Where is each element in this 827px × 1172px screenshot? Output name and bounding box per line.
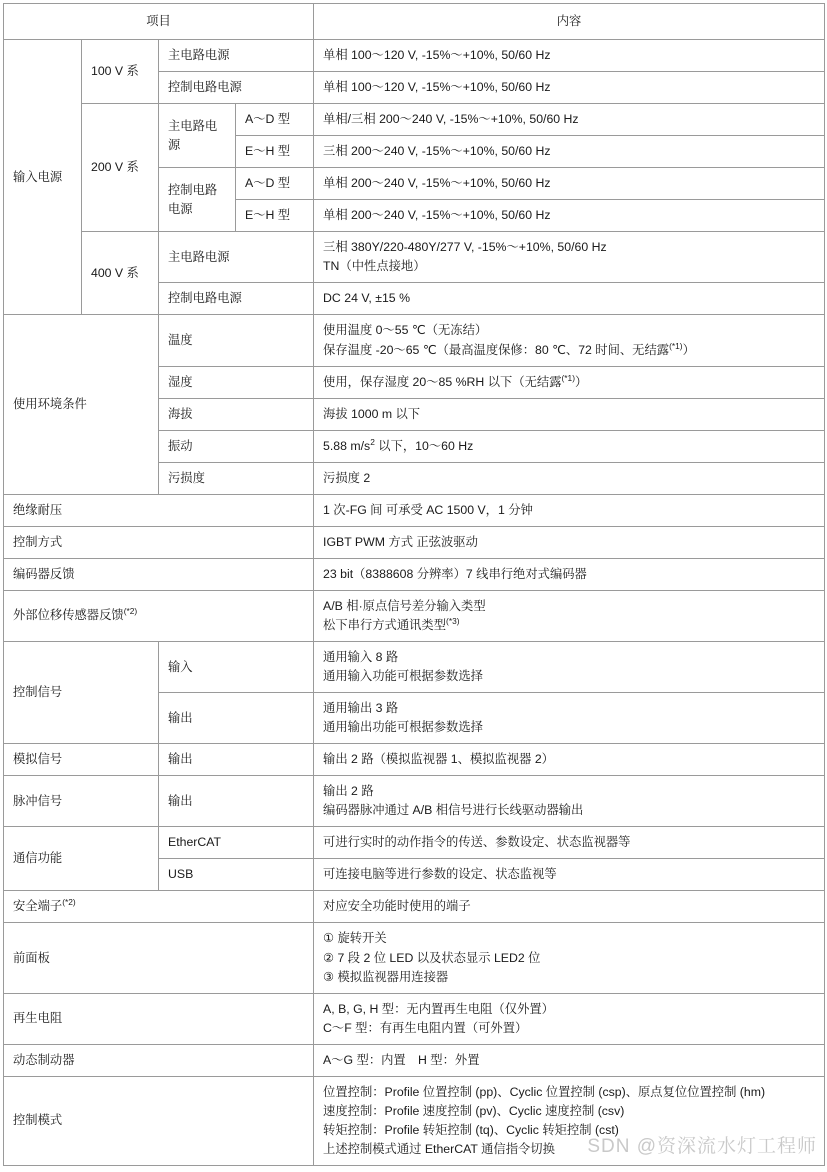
row-value-dynamic-brake: A～G 型：内置 H 型：外置: [314, 1044, 825, 1076]
row-value-200v-main-ad: 单相/三相 200～240 V, -15%～+10%, 50/60 Hz: [314, 104, 825, 136]
row-value-communication-ethercat: 可进行实时的动作指令的传送、参数设定、状态监视器等: [314, 827, 825, 859]
value-line: 使用温度 0～55 ℃（无冻结）: [323, 323, 488, 338]
row-label-200v-main-ad-type: A～D 型: [236, 104, 314, 136]
table-row: [4, 315, 825, 366]
row-label-encoder-feedback: 编码器反馈: [4, 558, 314, 590]
row-label-analog-signal-output: 输出: [159, 744, 314, 776]
value-text: 使用，保存湿度 20～85 %RH 以下（无结露: [323, 374, 562, 389]
row-label-control-method: 控制方式: [4, 526, 314, 558]
row-value-control-mode: [314, 1076, 825, 1165]
row-label-control-signal: 控制信号: [4, 641, 159, 743]
row-label-analog-signal: 模拟信号: [4, 744, 159, 776]
row-value-400v-main-circuit: [314, 232, 825, 283]
row-label-100v-control-circuit: 控制电路电源: [159, 72, 314, 104]
row-value-100v-main-circuit: 单相 100～120 V, -15%～+10%, 50/60 Hz: [314, 40, 825, 72]
table-row: [4, 776, 825, 827]
table-row: [4, 40, 825, 72]
row-value-analog-signal-output: 输出 2 路（模拟监视器 1、模拟监视器 2）: [314, 744, 825, 776]
value-line: ② 7 段 2 位 LED 以及状态显示 LED2 位: [323, 950, 541, 965]
row-label-pulse-signal-output: 输出: [159, 776, 314, 827]
row-label-400v: 400 V 系: [82, 232, 159, 315]
footnote-marker: (*1): [669, 340, 683, 351]
watermark: SDN @资深流水灯工程师: [587, 1135, 817, 1157]
table-row: [4, 1044, 825, 1076]
row-value-200v-control-ad: 单相 200～240 V, -15%～+10%, 50/60 Hz: [314, 168, 825, 200]
value-line: 通用输入 8 路: [323, 649, 399, 664]
row-label-200v-main-circuit: 主电路电源: [159, 104, 236, 168]
value-text: ）: [575, 374, 588, 389]
row-value-200v-main-eh: 三相 200～240 V, -15%～+10%, 50/60 Hz: [314, 136, 825, 168]
footnote-marker: (*2): [123, 606, 138, 617]
row-label-humidity: 湿度: [159, 366, 314, 398]
row-value-pulse-signal-output: [314, 776, 825, 827]
row-label-400v-main-circuit: 主电路电源: [159, 232, 314, 283]
value-text: 5.88 m/s: [323, 438, 371, 453]
row-label-dynamic-brake: 动态制动器: [4, 1044, 314, 1076]
row-label-200v-control-circuit: 控制电路电源: [159, 168, 236, 232]
row-value-humidity: [314, 366, 825, 398]
header-item: 项目: [4, 4, 314, 40]
row-label-200v: 200 V 系: [82, 104, 159, 232]
table-row: [4, 526, 825, 558]
label-text: 外部位移传感器反馈: [13, 608, 124, 623]
footnote-marker: (*3): [446, 615, 460, 626]
table-row: [4, 744, 825, 776]
table-row: [4, 827, 825, 859]
row-label-safety-terminal: [4, 891, 314, 923]
row-value-safety-terminal: 对应安全功能时使用的端子: [314, 891, 825, 923]
row-value-control-signal-output: [314, 693, 825, 744]
row-label-vibration: 振动: [159, 430, 314, 462]
row-label-pulse-signal: 脉冲信号: [4, 776, 159, 827]
value-text: 保存温度 -20～65 ℃（最高温度保修：80 ℃、72 时间、无结露: [323, 342, 670, 357]
row-label-environment: 使用环境条件: [4, 315, 159, 494]
row-value-vibration: [314, 430, 825, 462]
row-label-100v-main-circuit: 主电路电源: [159, 40, 314, 72]
table-row: [4, 104, 825, 136]
row-label-200v-control-eh-type: E～H 型: [236, 200, 314, 232]
row-value-control-signal-input: [314, 641, 825, 692]
value-line: 输出 2 路: [323, 784, 374, 799]
value-line: 通用输出功能可根据参数选择: [323, 720, 483, 735]
value-text: 松下串行方式通讯类型: [323, 617, 447, 632]
row-label-200v-main-eh-type: E～H 型: [236, 136, 314, 168]
row-value-pollution-degree: 污损度 2: [314, 462, 825, 494]
row-label-control-signal-input: 输入: [159, 641, 314, 692]
value-line: 三相 380Y/220-480Y/277 V, -15%～+10%, 50/60 Hz: [323, 240, 607, 255]
value-line: 上述控制模式通过 EtherCAT 通信指令切换: [323, 1141, 555, 1156]
value-line: [323, 341, 816, 360]
value-text: ）: [682, 342, 695, 357]
table-row: [4, 923, 825, 993]
value-line: 转矩控制：Profile 转矩控制 (tq)、Cyclic 转矩控制 (cst): [323, 1122, 619, 1137]
table-row: [4, 891, 825, 923]
row-label-temperature: 温度: [159, 315, 314, 366]
row-value-insulation: 1 次-FG 间 可承受 AC 1500 V，1 分钟: [314, 494, 825, 526]
row-value-temperature: [314, 315, 825, 366]
value-line: C～F 型：有再生电阻内置（可外置）: [323, 1020, 528, 1035]
header-content: 内容: [314, 4, 825, 40]
row-value-100v-control-circuit: 单相 100～120 V, -15%～+10%, 50/60 Hz: [314, 72, 825, 104]
row-label-front-panel: 前面板: [4, 923, 314, 993]
row-label-insulation: 绝缘耐压: [4, 494, 314, 526]
table-row: [4, 1076, 825, 1165]
value-line: A, B, G, H 型：无内置再生电阻（仅外置）: [323, 1001, 554, 1016]
row-value-altitude: 海拔 1000 m 以下: [314, 398, 825, 430]
row-value-encoder-feedback: 23 bit（8388608 分辨率）7 线串行绝对式编码器: [314, 558, 825, 590]
row-label-external-sensor-feedback: [4, 590, 314, 641]
row-label-communication-usb: USB: [159, 859, 314, 891]
row-label-altitude: 海拔: [159, 398, 314, 430]
row-value-communication-usb: 可连接电脑等进行参数的设定、状态监视等: [314, 859, 825, 891]
table-row: [4, 590, 825, 641]
row-label-input-power: 输入电源: [4, 40, 82, 315]
value-line: 位置控制：Profile 位置控制 (pp)、Cyclic 位置控制 (csp)、原点复位位置控制 (hm): [323, 1084, 766, 1099]
value-line: TN（中性点接地）: [323, 259, 426, 274]
row-value-control-method: IGBT PWM 方式 正弦波驱动: [314, 526, 825, 558]
value-line: 通用输出 3 路: [323, 701, 399, 716]
row-value-front-panel: [314, 923, 825, 993]
table-header-row: [4, 4, 825, 40]
value-text: 以下，10～60 Hz: [374, 438, 474, 453]
row-label-control-mode: 控制模式: [4, 1076, 314, 1165]
table-row: [4, 558, 825, 590]
row-value-200v-control-eh: 单相 200～240 V, -15%～+10%, 50/60 Hz: [314, 200, 825, 232]
row-label-communication-ethercat: EtherCAT: [159, 827, 314, 859]
label-text: 安全端子: [13, 899, 63, 914]
value-line: A/B 相·原点信号差分输入类型: [323, 598, 486, 613]
row-label-regenerative-resistor: 再生电阻: [4, 993, 314, 1044]
value-line: [323, 616, 816, 635]
superscript-exponent: 2: [370, 436, 375, 447]
row-label-100v: 100 V 系: [82, 40, 159, 104]
table-row: [4, 641, 825, 692]
value-line: ① 旋转开关: [323, 931, 387, 946]
value-line: ③ 模拟监视器用连接器: [323, 969, 449, 984]
row-label-400v-control-circuit: 控制电路电源: [159, 283, 314, 315]
row-value-external-sensor-feedback: [314, 590, 825, 641]
table-row: [4, 993, 825, 1044]
table-row: [4, 494, 825, 526]
value-line: 速度控制：Profile 速度控制 (pv)、Cyclic 速度控制 (csv): [323, 1103, 625, 1118]
footnote-marker: (*1): [561, 372, 575, 383]
row-label-pollution-degree: 污损度: [159, 462, 314, 494]
row-label-control-signal-output: 输出: [159, 693, 314, 744]
value-line: 通用输入功能可根据参数选择: [323, 669, 483, 684]
row-label-communication: 通信功能: [4, 827, 159, 891]
row-value-400v-control-circuit: DC 24 V, ±15 %: [314, 283, 825, 315]
footnote-marker: (*2): [62, 897, 76, 908]
row-label-200v-control-ad-type: A～D 型: [236, 168, 314, 200]
value-line: 编码器脉冲通过 A/B 相信号进行长线驱动器输出: [323, 803, 584, 818]
row-value-regenerative-resistor: [314, 993, 825, 1044]
specification-table: [3, 3, 825, 1166]
